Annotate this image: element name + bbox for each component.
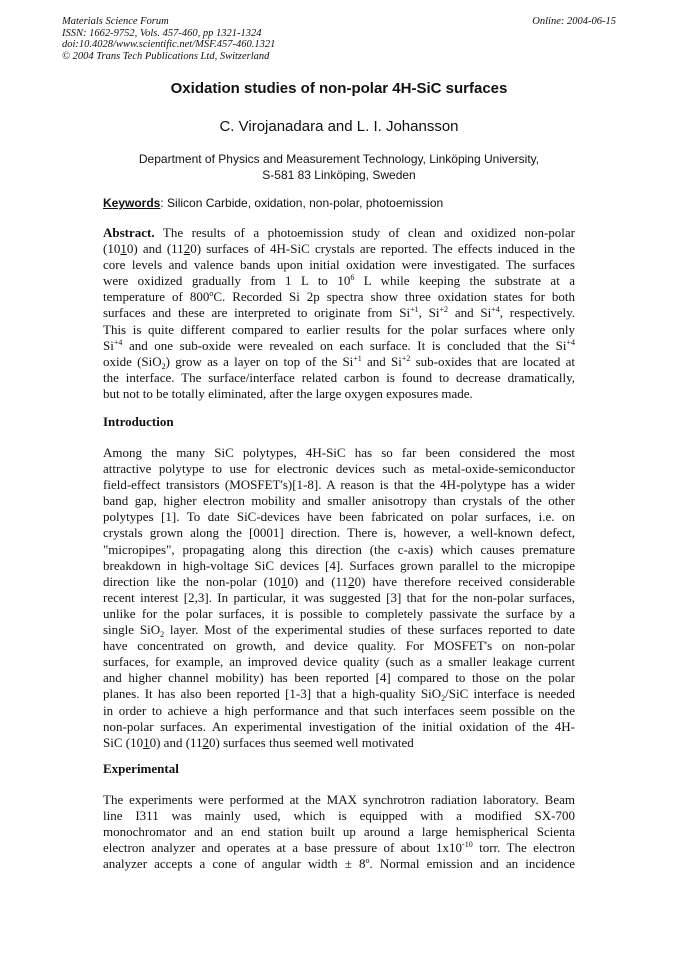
- introduction-line: band gap, higher electron mobility and smaller anisotropy than crystals of the other: [103, 493, 575, 509]
- abstract: [103, 225, 575, 402]
- journal-doi: doi:10.4028/www.scientific.net/MSF.457-460.1321: [62, 39, 276, 50]
- introduction-line: have concentrated on growth, and device quality. For MOSFET's on non-polar: [103, 638, 575, 654]
- journal-name: Materials Science Forum: [62, 16, 169, 27]
- affiliation: [0, 151, 678, 183]
- affiliation-line: S-581 83 Linköping, Sweden: [262, 168, 416, 182]
- abstract-line: This is quite different compared to earlier results for the polar surfaces where only: [103, 321, 575, 337]
- introduction-line: single SiO$_2$ layer. Most of the experimental studies of these surfaces reported to date: [103, 622, 575, 640]
- abstract-line: surfaces and these are interpreted to originate from $Si^{+1}$, $Si^{+2}$ and $Si^{+4}$, respectively.: [103, 305, 576, 321]
- introduction-line: attractive polytype to use for electronic devices such as metal-oxide-semiconductor: [103, 461, 575, 477]
- introduction-line: SiC (1010) and (1120) surfaces thus seemed well motivated: [103, 734, 414, 750]
- keywords: [103, 196, 603, 210]
- keywords-label: Keywords: [103, 196, 161, 210]
- introduction-line: Among the many SiC polytypes, 4H-SiC has so far been considered the most: [103, 445, 575, 460]
- abstract-line: but not to be totally eliminated, after the large oxygen exposures made.: [103, 385, 473, 401]
- abstract-line: temperature of 800$^o$C. Recorded Si 2p spectra show three oxidation states for both: [103, 289, 575, 305]
- introduction-line: direction like the non-polar (1010) and (1120) have therefore received considerable: [103, 573, 575, 589]
- abstract-line: were oxidized gradually from 1 L to $10^6$ L while keeping the substrate at a: [103, 273, 575, 289]
- experimental-line: line I311 was mainly used, which is equipped with a modified SX-700: [103, 808, 575, 824]
- introduction-line: planes. It has also been reported [1-3] that a high-quality SiO$_2$/SiC interface is needed: [103, 686, 575, 704]
- introduction-line: breakdown in high-voltage SiC devices [4]. Surfaces grown parallel to the micropipe: [103, 557, 575, 573]
- introduction-line: polytypes [1]. To date SiC-devices have been fabricated on polar surfaces, i.e. on: [103, 509, 575, 525]
- paper-authors: C. Virojanadara and L. I. Johansson: [219, 118, 459, 135]
- introduction-line: recent interest [2,3]. In particular, it was suggested [3] that for the non-polar surfaces,: [103, 589, 575, 605]
- abstract-line: $Si^{+4}$ and one sub-oxide were revealed on each surface. It is concluded that the $Si^{+4}$: [103, 337, 575, 353]
- introduction-line: field-effect transistors (MOSFET's)[1-8]. A reason is that the 4H-polytype has a wider: [103, 477, 575, 493]
- experimental-line: electron analyzer and operates at a base pressure of about $1x10^{-10}$ torr. The electron: [103, 840, 575, 856]
- section-heading-experimental: Experimental: [103, 761, 179, 776]
- introduction-body: [103, 445, 575, 751]
- abstract-label: Abstract.: [103, 225, 155, 240]
- online-date: Online: 2004-06-15: [532, 16, 616, 27]
- introduction-line: unlike for the polar surfaces, it is possible to completely passivate the surface by a: [103, 605, 575, 621]
- abstract-line: Abstract. The results of a photoemission study of clean and oxidized non-polar: [103, 225, 575, 240]
- keywords-text: : Silicon Carbide, oxidation, non-polar, photoemission: [160, 196, 444, 210]
- introduction-line: in order to achieve a high performance and that such interfaces seem possible on the: [103, 702, 575, 718]
- journal-info: [62, 16, 275, 62]
- affiliation-line: Department of Physics and Measurement Technology, Linköping University,: [138, 152, 540, 166]
- experimental-line: monochromator and an end station built up around a large hemispherical Scienta: [103, 824, 575, 840]
- abstract-line: the interface. The surface/interface related carbon is found to decrease dramatically,: [103, 369, 575, 385]
- journal-copyright: © 2004 Trans Tech Publications Ltd, Switzerland: [62, 50, 270, 62]
- abstract-line: core levels and valence bands upon initial oxidation were investigated. The surfaces: [103, 257, 575, 273]
- journal-issn: ISSN: 1662-9752, Vols. 457-460, pp 1321-1324: [62, 27, 262, 39]
- abstract-line: oxide (SiO$_2$) grow as a layer on top of the $Si^{+1}$ and $Si^{+2}$ sub-oxides that are located at: [103, 353, 575, 371]
- experimental-line: The experiments were performed at the MAX synchrotron radiation laboratory. Beam: [103, 792, 575, 807]
- introduction-line: "micropipes", propagating along this direction (the c-axis) which causes premature: [103, 541, 575, 557]
- abstract-line: (1010) and (1120) surfaces of 4H-SiC crystals are reported. The effects induced in the: [103, 241, 575, 257]
- introduction-line: surfaces, for example, an improved device quality (such as a smaller leakage current: [103, 654, 575, 670]
- experimental-body: [103, 792, 575, 872]
- section-heading-introduction: Introduction: [103, 414, 174, 429]
- introduction-line: non-polar surfaces. An experimental investigation of the initial oxidation of the 4H-: [103, 718, 575, 734]
- experimental-line: analyzer accepts a cone of angular width ± $8^o$. Normal emission and an incidence: [103, 856, 576, 872]
- paper-title: Oxidation studies of non-polar 4H-SiC surfaces: [170, 80, 508, 97]
- introduction-line: and higher channel mobility) has been reported [4] compared to those on the polar: [103, 670, 575, 686]
- introduction-line: crystals grown along the [0001] direction. There is, however, a well-known defect,: [103, 525, 575, 541]
